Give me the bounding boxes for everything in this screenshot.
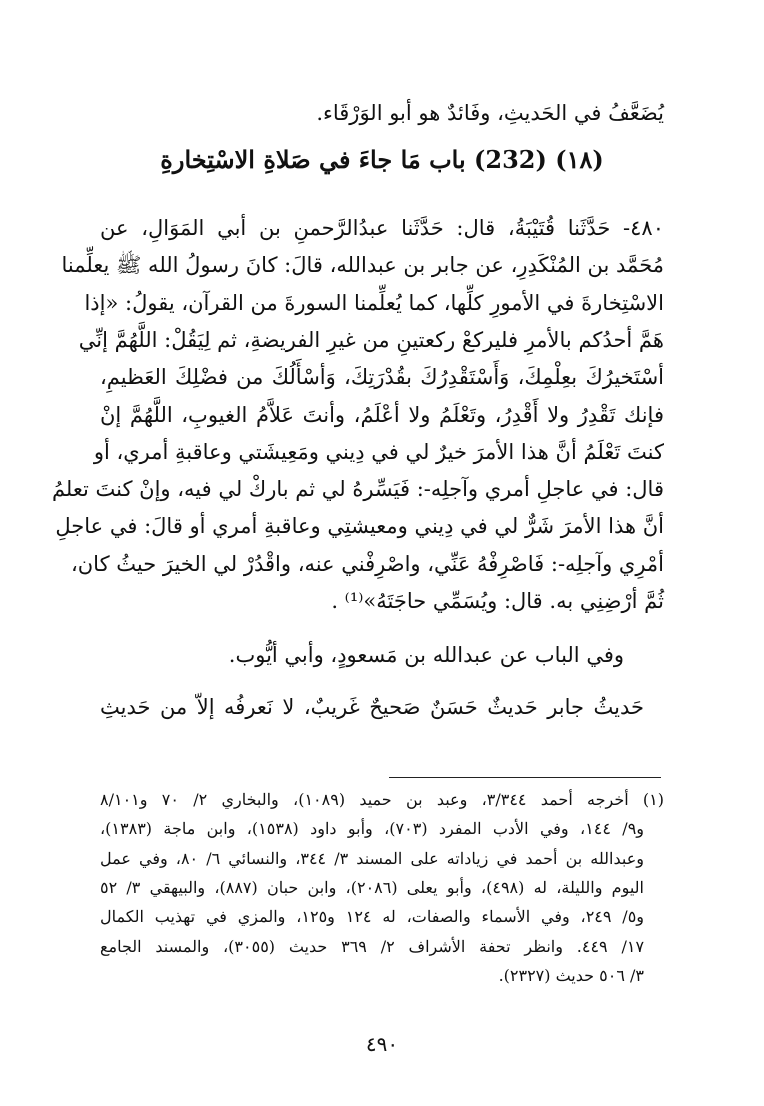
footnote-line: ٣/ ٥٠٦ حديث (٢٣٢٧). xyxy=(498,966,644,985)
bab-note: وفي الباب عن عبدالله بن مَسعودٍ، وأبي أيُّوب. xyxy=(228,643,624,667)
hadith-line: قال: في عاجلِ أمري وآجلِه-: فَيَسِّرهُ لي ثم باركْ لي فيه، وإنْ كنتَ تعلمُ xyxy=(51,477,664,501)
grading-line: حَديثُ جابر حَديثٌ حَسَنٌ صَحيحٌ غَريبٌ، لا نَعرفُه إلاّ من حَديثِ xyxy=(100,695,644,719)
hadith-line-last: ثُمَّ أرْضِنِي به. قال: ويُسَمِّي حاجَتَهُ»⁽¹⁾ . xyxy=(331,589,664,613)
hadith-line: ٤٨٠- حَدَّثَنا قُتَيْبَةُ، قال: حَدَّثَنا عبدُالرَّحمنِ بن أبي المَوَالِ، عن xyxy=(100,216,664,240)
hadith-line: الاسْتِخارةَ في الأمورِ كلِّها، كما يُعلِّمنا السورةَ من القرآن، يقولُ: «إذا xyxy=(84,291,664,315)
hadith-line: أمْرِي وآجلِه-: فَاصْرِفْهُ عَنِّي، واصْرِفْني عنه، واقْدُرْ لي الخيرَ حيثُ كان، xyxy=(70,552,664,576)
footnote-line: وعبدالله بن أحمد في زياداته على المسند ٣/ ٣٤٤، والنسائي ٦/ ٨٠، وفي عمل xyxy=(100,849,644,868)
footnote-separator xyxy=(389,777,661,778)
hadith-line: مُحَمَّد بن المُنْكَدِرِ، عن جابر بن عبدالله، قالَ: كانَ رسولُ الله ﷺ يعلِّمنا xyxy=(61,253,664,277)
hadith-line: هَمَّ أحدُكم بالأمرِ فليركعْ ركعتينِ من غيرِ الفريضةِ، ثم لِيَقُلْ: اللَّهُمَّ إنِّي xyxy=(78,328,664,352)
footnote-line: اليوم والليلة، له (٤٩٨)، وأبو يعلى (٢٠٨٦)، وابن حبان (٨٨٧)، والبيهقي ٣/ ٥٢ xyxy=(100,878,644,897)
hadith-line: فإنك تَقْدِرُ ولا أَقْدِرُ، وتَعْلَمُ ولا أعْلَمُ، وأنتَ عَلاَّمُ الغيوبِ، اللَّهُمَّ إنْ xyxy=(100,403,664,427)
footnote-line: (١) أخرجه أحمد ٣/٣٤٤، وعبد بن حميد (١٠٨٩)، والبخاري ٢/ ٧٠ و٨/١٠١ xyxy=(100,790,664,809)
hadith-line: أنَّ هذا الأمرَ شَرٌّ لي في دِيني ومعيشتِي وعاقبةِ أمري أو قالَ: في عاجلِ xyxy=(55,514,664,538)
hadith-line: أسْتَخيرُكَ بعِلْمِكَ، وَأَسْتَقْدِرُكَ بقُدْرَتِكَ، وَأسْأَلُكَ من فضْلِكَ العَظيمِ، xyxy=(100,365,664,389)
page-number: ٤٩٠ xyxy=(365,1032,399,1056)
footnote-line: و٩/ ١٤٤، وفي الأدب المفرد (٧٠٣)، وأبو داود (١٥٣٨)، وابن ماجة (١٣٨٣)، xyxy=(100,819,645,838)
intro-line: يُضَعَّفُ في الحَديثِ، وفَائدٌ هو أبو الوَرْقَاء. xyxy=(316,101,664,125)
chapter-heading: (١٨) (232) باب مَا جاءَ في صَلاةِ الاسْتِخارةِ xyxy=(160,145,604,174)
hadith-line: كنتَ تَعْلَمُ أنَّ هذا الأمرَ خيرٌ لي في دِيني ومَعِيشَتي وعاقبةِ أمري، أو xyxy=(93,440,664,464)
footnote-line: و٥/ ٢٤٩، وفي الأسماء والصفات، له ١٢٤ و١٢٥، والمزي في تهذيب الكمال xyxy=(100,907,645,926)
footnote-line: ١٧/ ٤٤٩. وانظر تحفة الأشراف ٢/ ٣٦٩ حديث (٣٠٥٥)، والمسند الجامع xyxy=(100,937,645,956)
